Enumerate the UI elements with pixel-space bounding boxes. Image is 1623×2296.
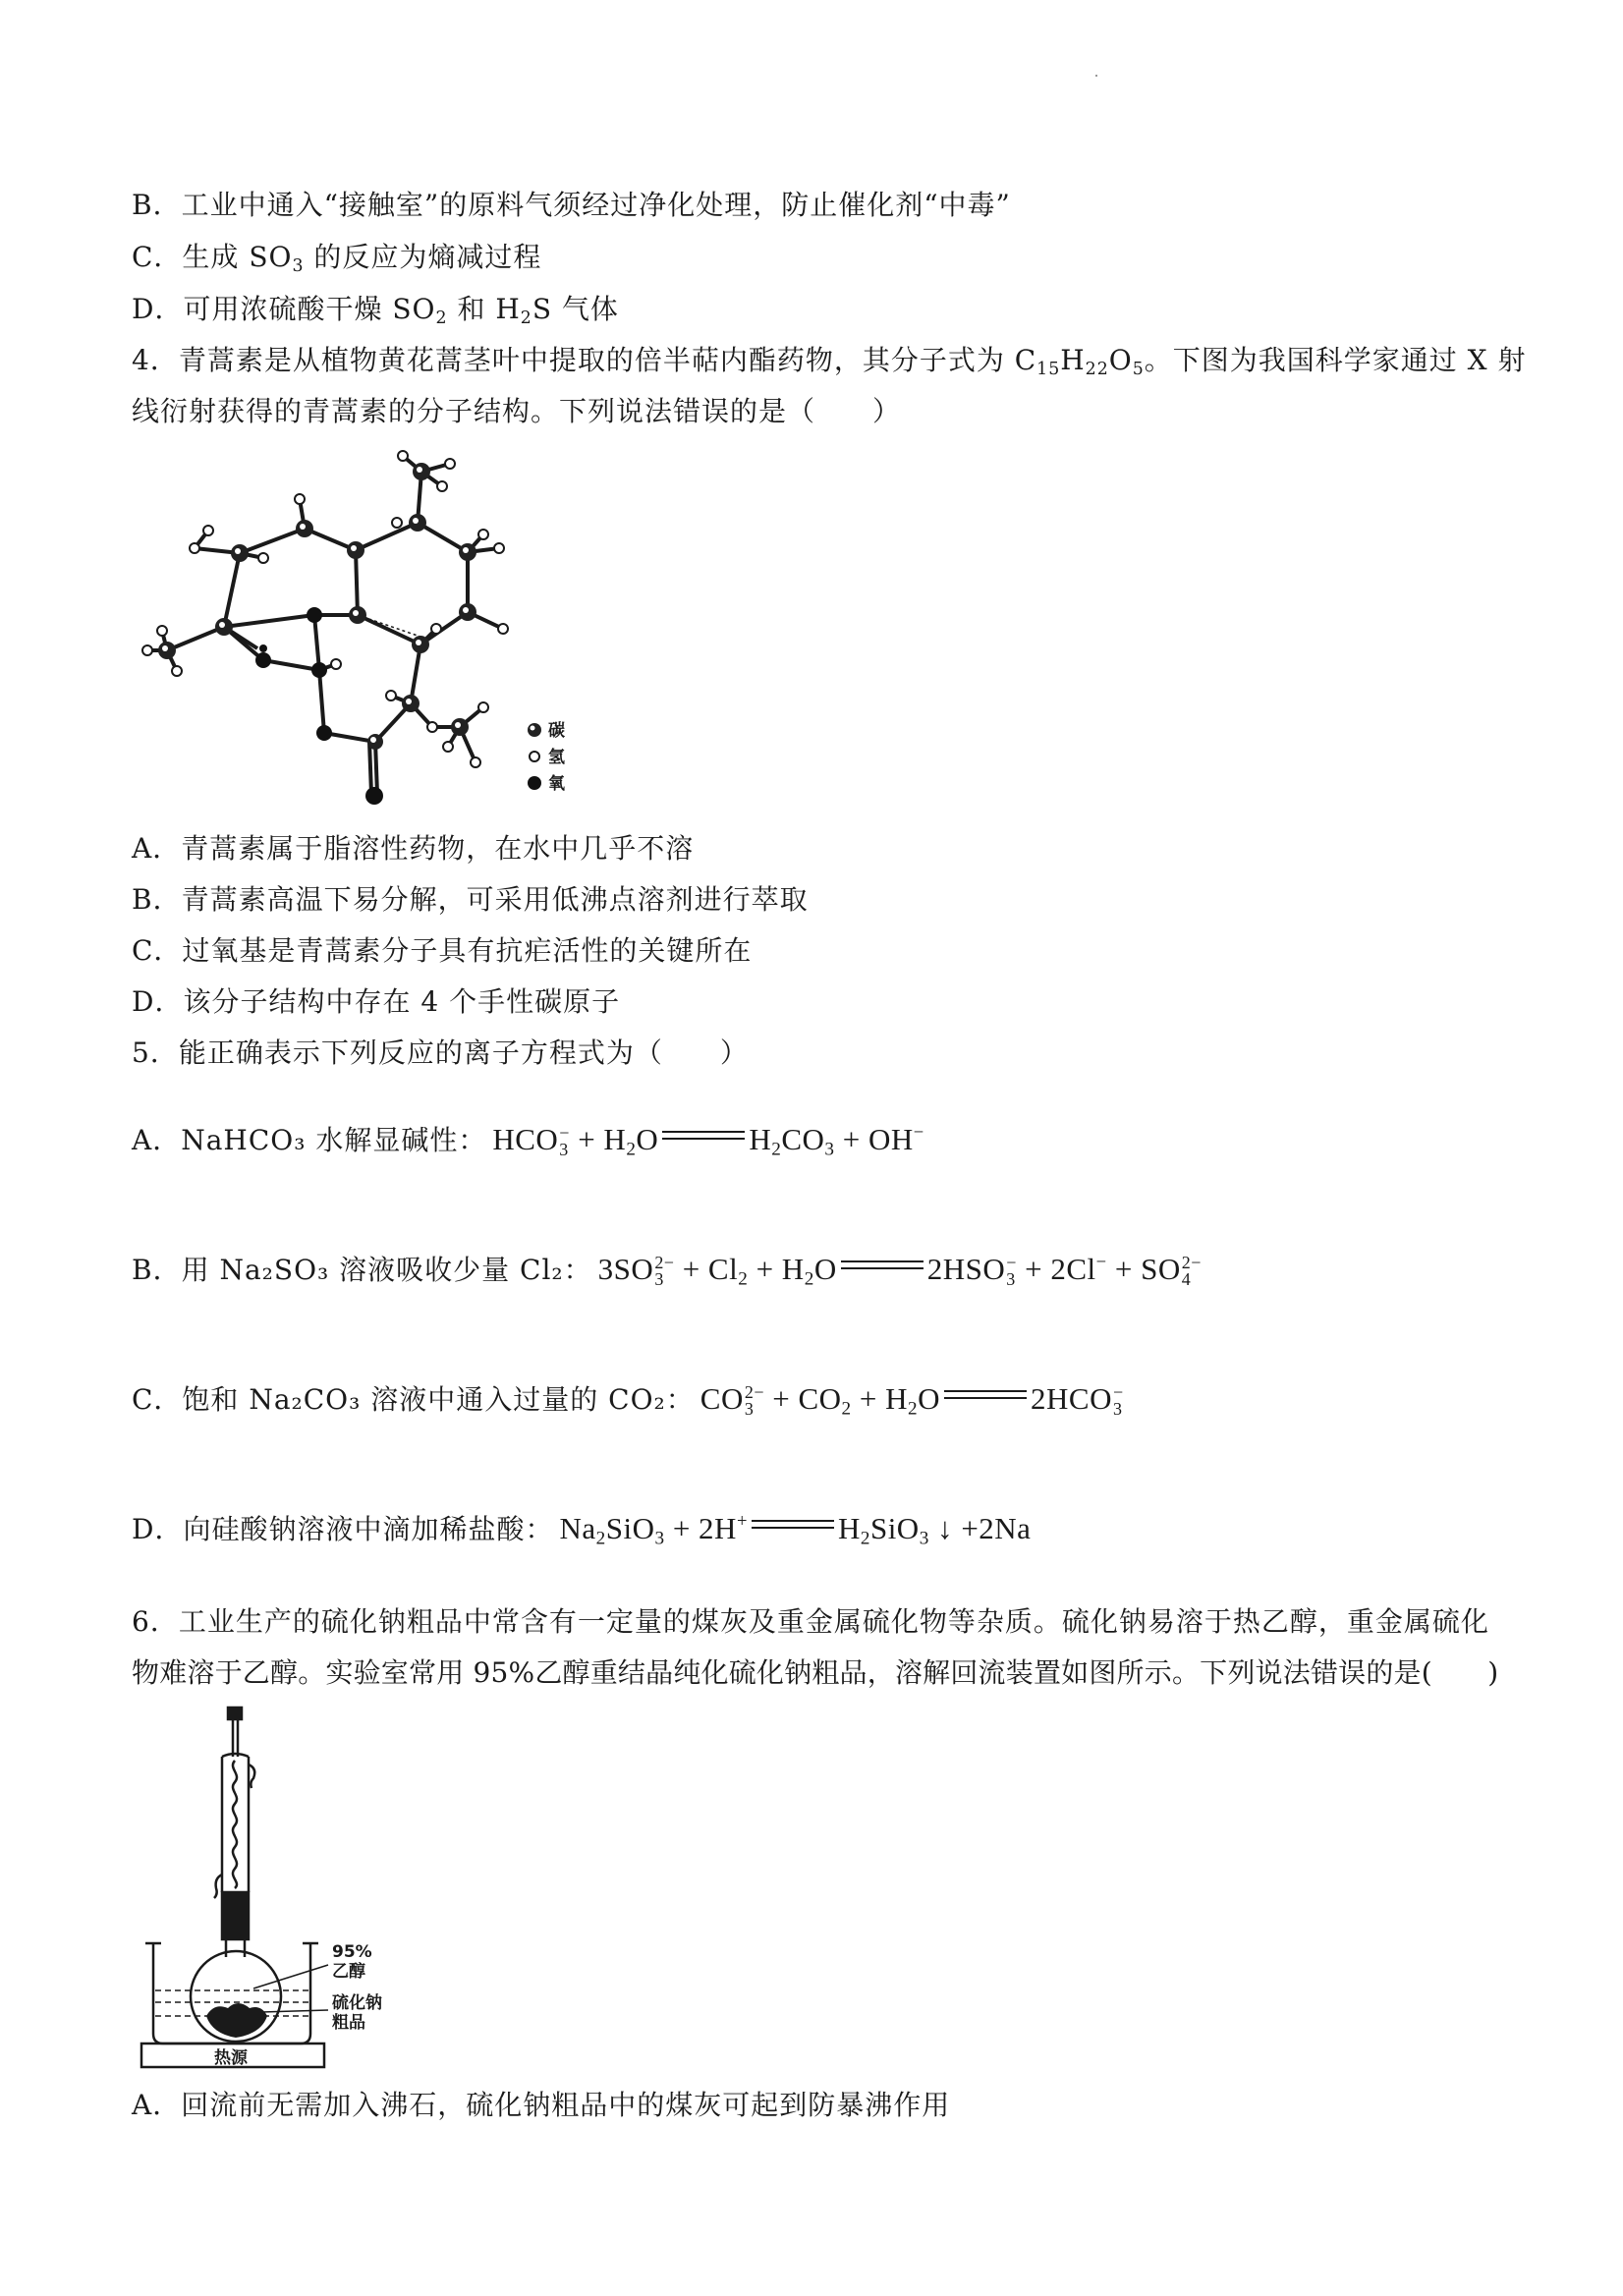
- equation-a: HCO − 3 + $H_2O$ $H_2CO_3 + OH^-$: [492, 1121, 924, 1160]
- label-crude-1: 硫化钠: [332, 1993, 382, 2013]
- scan-speck: [1095, 75, 1097, 77]
- q4-stem-line-2: 线衍射获得的青蒿素的分子结构。下列说法错误的是（ ）: [132, 395, 902, 427]
- q5-option-c: C．饱和 Na₂CO₃ 溶液中通入过量的 CO₂： CO 2− 3 + $CO_2 + H_2O$ 2HCO − 3: [132, 1381, 1124, 1420]
- q6-option-a: A．回流前无需加入沸石，硫化钠粗品中的煤灰可起到防暴沸作用: [132, 2089, 951, 2121]
- equation-c: CO 2− 3 + $CO_2 + H_2O$ 2HCO − 3: [700, 1381, 1124, 1420]
- carbon-atoms: [158, 463, 476, 750]
- artemisinin-molecule-figure: [138, 442, 599, 815]
- q4-option-d: D．该分子结构中存在 4 个手性碳原子: [132, 985, 621, 1018]
- label-ethanol-pct: 95%: [332, 1942, 372, 1962]
- q6-stem-line-1: 6．工业生产的硫化钠粗品中常含有一定量的煤灰及重金属硫化物等杂质。硫化钠易溶于热乙醇，重金属硫化: [132, 1605, 1489, 1638]
- q5-stem: 5．能正确表示下列反应的离子方程式为（ ）: [132, 1036, 749, 1069]
- q4-option-a: A．青蒿素属于脂溶性药物，在水中几乎不溶: [132, 832, 695, 865]
- reflux-apparatus-figure: [136, 1700, 430, 2073]
- legend-carbon: 碳: [548, 721, 565, 741]
- q3-option-d: D．可用浓硫酸干燥 $SO_2$ 和 $H_2S$ 气体: [132, 293, 619, 328]
- equals-sign: [841, 1260, 923, 1269]
- label-heat-source: 热源: [214, 2048, 248, 2068]
- legend-hydrogen: 氢: [548, 748, 565, 767]
- q5-option-d: D．向硅酸钠溶液中滴加稀盐酸： $Na_2SiO_3 + 2H^+$ $H_2SiO_3$ ↓ +2Na: [132, 1510, 1032, 1549]
- q3-option-b: B．工业中通入“接触室”的原料气须经过净化处理，防止催化剂“中毒”: [132, 189, 1011, 221]
- q5-option-a: A．NaHCO₃ 水解显碱性： HCO − 3 + $H_2O$ $H_2CO_3 + OH^-$: [132, 1121, 924, 1160]
- equals-sign: [662, 1131, 745, 1140]
- label-crude-2: 粗品: [332, 2013, 365, 2033]
- equation-b: 3SO 2− 3 + $Cl_2 + H_2O$ 2HSO − 3 + 2Cl− + SO 2− 4: [597, 1251, 1202, 1290]
- q6-stem-line-2: 物难溶于乙醇。实验室常用 95%乙醇重结晶纯化硫化钠粗品，溶解回流装置如图所示。下列说法错误的是( ): [132, 1656, 1499, 1689]
- equals-sign: [752, 1520, 834, 1529]
- equation-d: $Na_2SiO_3 + 2H^+$ $H_2SiO_3$ ↓ +2Na: [559, 1510, 1032, 1549]
- q3-option-c: C．生成 $SO_3$ 的反应为熵减过程: [132, 241, 542, 276]
- molecule-legend: [528, 721, 566, 794]
- q4-stem-line-1: 4．青蒿素是从植物黄花蒿茎叶中提取的倍半萜内酯药物，其分子式为 $C_{15}H_{22}O_5$。下图为我国科学家通过 X 射: [132, 344, 1527, 379]
- legend-oxygen: 氧: [548, 774, 565, 794]
- q5-option-b: B．用 Na₂SO₃ 溶液吸收少量 Cl₂： 3SO 2− 3 + $Cl_2 + H_2O$ 2HSO − 3 + 2Cl− + SO 2− 4: [132, 1251, 1202, 1290]
- label-ethanol: 乙醇: [332, 1962, 365, 1982]
- hydrogen-atoms: [142, 451, 508, 767]
- q4-option-c: C．过氧基是青蒿素分子具有抗疟活性的关键所在: [132, 934, 753, 967]
- q4-option-b: B．青蒿素高温下易分解，可采用低沸点溶剂进行萃取: [132, 883, 809, 916]
- equals-sign: [944, 1390, 1027, 1399]
- oxygen-atoms: [255, 607, 383, 805]
